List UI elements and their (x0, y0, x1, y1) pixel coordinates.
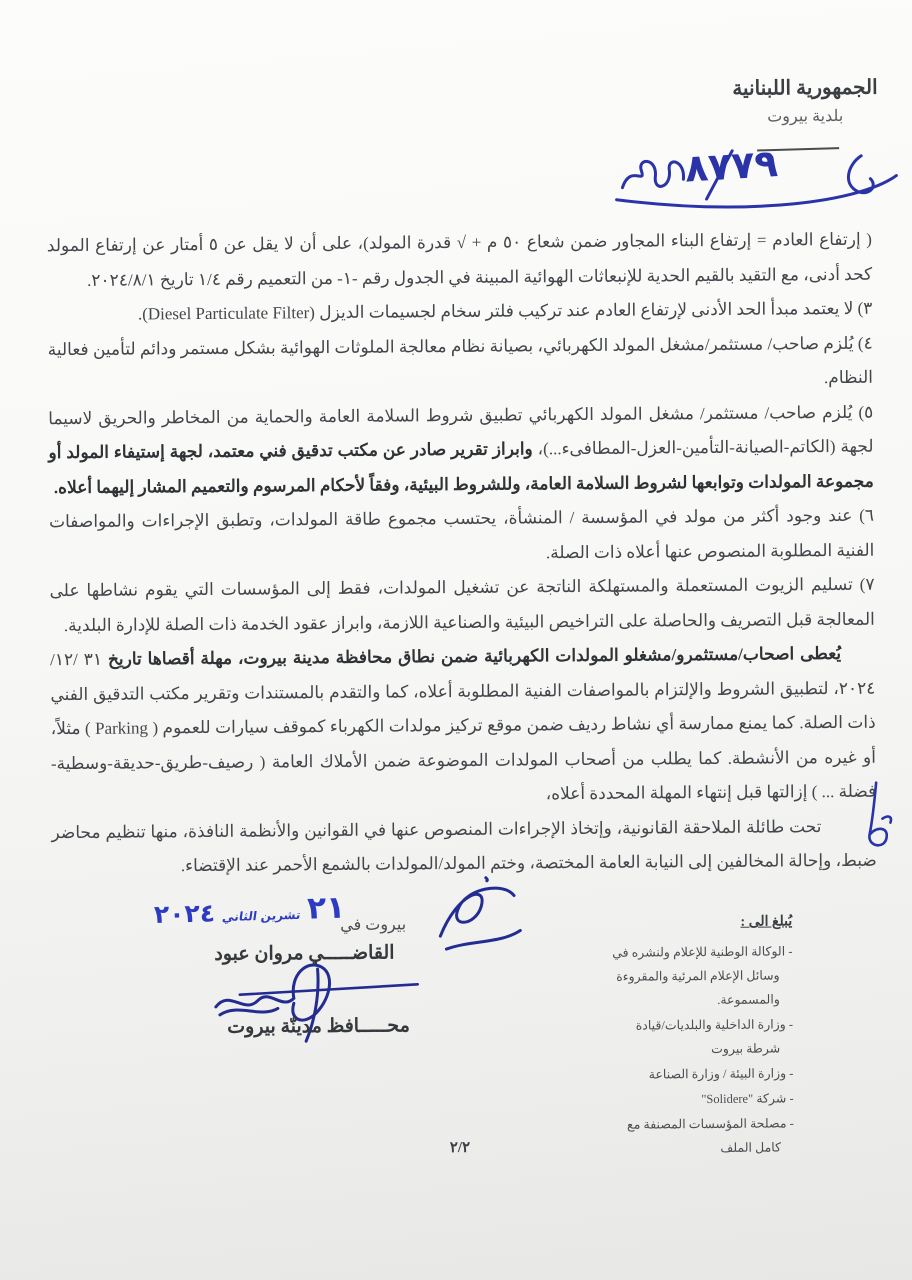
page-number: ٢/٢ (449, 1139, 471, 1157)
paragraph-text: تحت طائلة الملاحقة القانونية، وإتخاذ الإجراءات المنصوص عنها في القوانين والأنظمة النافذة، منها تنظيم محاضر ضبط، وإحالة المخالفين إلى النيابة العامة المختصة، وختم المولد/المولدات بالشمع الأحمر عند الإقتضاء. (51, 816, 877, 876)
date-stamp-month: تشرين الثاني (221, 907, 302, 925)
notify-heading: يُبلغ الى : (740, 914, 793, 930)
paragraph-text: ٣) لا يعتمد مبدأ الحد الأدنى لإرتفاع العادم عند تركيب فلتر سخام لجسيمات الديزل (Diesel Particulate Filter). (137, 298, 873, 324)
notify-item: - وزارة البيئة / وزارة الصناعة (648, 1066, 794, 1082)
handwritten-reference-number: ٨٧٧٩ (683, 141, 779, 191)
paragraph-text-bold: يُعطى اصحاب/مستثمرو/مشغلو المولدات الكهربائية ضمن نطاق محافظة مدينة بيروت، مهلة أقصاها تاريخ (101, 643, 842, 669)
location-label: بيروت في (340, 916, 407, 934)
initial-signature-icon (426, 871, 535, 960)
paragraph-text: ٤) يُلزم صاحب/ مستثمر/مشغل المولد الكهربائي، بصيانة نظام معالجة الملوثات الهوائية بشكل مستمر ودائم لتأمين فعالية النظام. (47, 333, 874, 388)
paragraph-item-3 (47, 292, 872, 333)
notify-item: - مصلحة المؤسسات المصنفة مع كامل الملف (626, 1116, 794, 1155)
paragraph-item-5 (48, 395, 874, 505)
margin-initial-scribble-icon (853, 777, 898, 859)
paragraph-item-7 (49, 568, 875, 643)
signer-name: القاضـــــي مروان عبود (214, 942, 395, 965)
paragraph-item-6 (49, 499, 875, 574)
date-stamp-day: ٢١ (306, 889, 346, 927)
date-stamp (120, 890, 346, 932)
notify-item: - الوكالة الوطنية للإعلام ولنشره في وسائل الإعلام المرئية والمقروءة والمسموعة. (612, 944, 793, 1007)
letterhead-municipality: بلدية بيروت (767, 107, 844, 126)
paragraph-text-bold: وابراز تقرير صادر عن مكتب تدقيق فني معتمد، لجهة إستيفاء المولد أو مجموعة المولدات وتوابعها لشروط السلامة العامة، وللشروط البيئية، وفقاً لأحكام المرسوم والتعميم المشار إليهما أعلاه. (48, 439, 874, 497)
paragraph-exhaust-formula (47, 223, 873, 298)
signer-role: محـــــافظ مدينّة بيروت (227, 1015, 410, 1038)
body-text (47, 223, 877, 885)
paragraph-item-4 (48, 326, 874, 401)
notify-list (606, 913, 794, 1161)
notify-item: - شركة "Solidere" (701, 1091, 794, 1107)
date-stamp-year: ٢٠٢٤ (153, 898, 216, 930)
paragraph-text: ٣١ /١٢/ ٢٠٢٤، لتطبيق الشروط والإلتزام بالمواصفات الفنية المطلوبة أعلاه، كما والتقدم بالمستندات وتقرير مكتب التدقيق الفني ذات الصلة. كما يمنع ممارسة أي نشاط رديف ضمن موقع تركيز مولدات الكهرباء كموقف سيارات للعموم ( Parking ) مثلاً، أو غيره من الأنشطة. كما يطلب من أصحاب المولدات الموضوعة ضمن الأملاك العامة ( رصيف-طريق-حديقة-وسطية-فضلة ... ) إزالتها قبل إنتهاء المهلة المحددة أعلاه، (50, 649, 877, 804)
notify-item: - وزارة الداخلية والبلديات/قيادة شرطة بيروت (635, 1017, 794, 1057)
paragraph-text: ٦) عند وجود أكثر من مولد في المؤسسة / المنشأة، يحتسب مجموع طاقة المولدات، وتطبق الإجراءات والمواصفات الفنية المطلوبة المنصوص عنها أعلاه ذات الصلة. (48, 505, 875, 562)
letterhead-republic: الجمهورية اللبنانية (732, 76, 878, 100)
paragraph-text: ( إرتفاع العادم = إرتفاع البناء المجاور ضمن شعاع ٥٠ م + √ قدرة المولد)، على أن لا يقل عن ٥ أمتار عن إرتفاع المولد كحد أدنى، مع التقيد بالقيم الحدية للإنبعاثات الهوائية المبينة في الجدول رقم -١- من التعميم رقم ١/٤ تاريخ ٢٠٢٤/٨/١. (46, 229, 873, 290)
paragraph-text: ٧) تسليم الزيوت المستعملة والمستهلكة الناتجة عن تشغيل المولدات، فقط إلى المؤسسات التي يقوم نشاطها على المعالجة قبل التصريف والحاصلة على التراخيص البيئية والصناعية اللازمة، وابراز عقود الخدمة ذات الصلة للإدارة البلدية. (49, 574, 875, 635)
paragraph-deadline (50, 637, 876, 816)
paragraph-text: ٥) يُلزم صاحب/ مستثمر/ مشغل المولد الكهربائي تطبيق شروط السلامة العامة والحماية من المخاطر والحريق لاسيما لجهة (الكاتم-الصيانة-التأمين-العزل-المطافىء...)، (48, 402, 874, 459)
letterhead (732, 75, 878, 127)
